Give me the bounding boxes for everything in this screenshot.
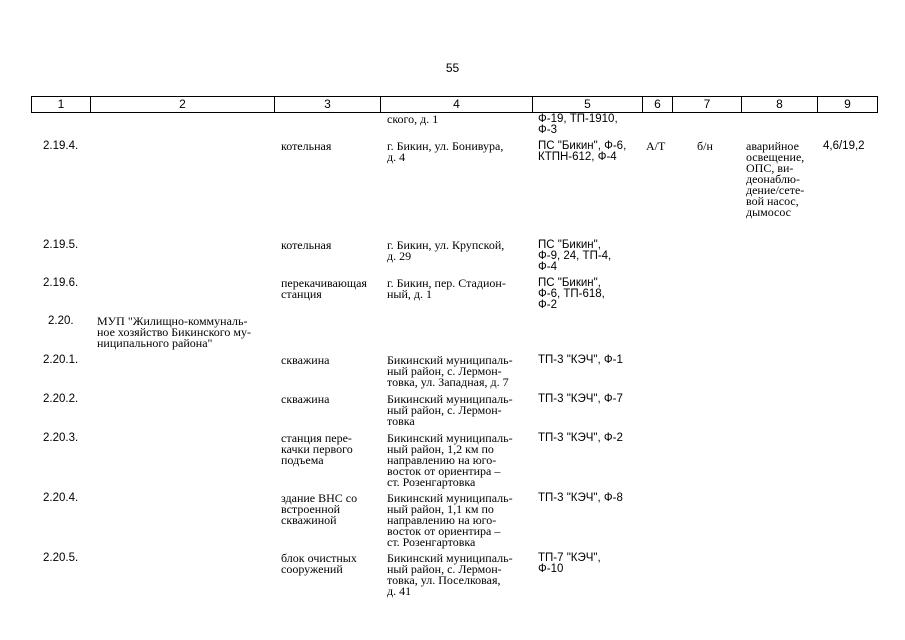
- cell-power-source: Ф-19, ТП-1910, Ф-3: [538, 113, 618, 136]
- column-header-9: 9: [818, 97, 878, 113]
- column-header-row: [31, 96, 878, 113]
- cell-object: котельная: [281, 238, 332, 252]
- cell-address: Бикинский муниципаль- ный район, с. Лермон- товка, ул. Западная, д. 7: [387, 353, 513, 389]
- cell-address: Бикинский муниципаль- ный район, с. Лермон- товка, ул. Поселковая, д. 41: [387, 551, 513, 598]
- cell-number: 2.19.4.: [43, 140, 79, 152]
- cell-number: 2.20.: [48, 315, 74, 327]
- cell-power-source: ПС "Бикин", Ф-6, ТП-618, Ф-2: [538, 277, 605, 311]
- cell-address: г. Бикин, ул. Крупской, д. 29: [387, 238, 505, 263]
- column-header-6: 6: [643, 97, 673, 113]
- cell-address: Бикинский муниципаль- ный район, 1,1 км по направлению на юго- восток от ориентира – ст. Розенгартовка: [387, 491, 513, 549]
- cell-number: 2.20.5.: [43, 552, 79, 564]
- cell-object: скважина: [281, 392, 330, 406]
- cell-address: Бикинский муниципаль- ный район, 1,2 км по направлению на юго- восток от ориентира – ст. Розенгартовка: [387, 431, 513, 489]
- cell-number: 2.20.4.: [43, 492, 79, 504]
- cell-power-source: ТП-3 "КЭЧ", Ф-8: [538, 492, 623, 504]
- cell-object: скважина: [281, 353, 330, 367]
- cell-reliability: б/н: [697, 139, 713, 153]
- cell-power-source: ТП-3 "КЭЧ", Ф-1: [538, 354, 623, 366]
- cell-equipment: аварийное освещение, ОПС, ви- деонаблю- дение/сете- вой насос, дымосос: [746, 139, 805, 219]
- column-header-5: 5: [533, 97, 643, 113]
- cell-power-source: ТП-3 "КЭЧ", Ф-2: [538, 432, 623, 444]
- cell-organization: МУП "Жилищно-коммуналь- ное хозяйство Бикинского му- ниципального района": [97, 314, 252, 350]
- cell-number: 2.19.5.: [43, 239, 79, 251]
- cell-address: ского, д. 1: [387, 112, 439, 126]
- cell-number: 2.20.3.: [43, 432, 79, 444]
- cell-power-source: ТП-7 "КЭЧ", Ф-10: [538, 552, 601, 575]
- cell-power-source: ТП-3 "КЭЧ", Ф-7: [538, 393, 623, 405]
- column-header-4: 4: [381, 97, 533, 113]
- cell-object: станция пере- качки первого подъема: [281, 431, 353, 467]
- cell-object: котельная: [281, 139, 332, 153]
- cell-address: г. Бикин, ул. Бонивура, д. 4: [387, 139, 504, 164]
- cell-number: 2.20.2.: [43, 393, 79, 405]
- page-number: 55: [445, 61, 460, 75]
- column-header-3: 3: [275, 97, 381, 113]
- column-header-1: 1: [32, 97, 91, 113]
- cell-power-source: ПС "Бикин", Ф-6, КТПН-612, Ф-4: [538, 140, 627, 163]
- column-header-8: 8: [742, 97, 818, 113]
- cell-power-source: ПС "Бикин", Ф-9, 24, ТП-4, Ф-4: [538, 239, 612, 273]
- cell-object: здание ВНС со встроенной скважиной: [281, 491, 358, 527]
- cell-object: блок очистных сооружений: [281, 551, 357, 576]
- cell-category: А/Т: [646, 139, 666, 153]
- cell-power: 4,6/19,2: [823, 140, 865, 152]
- cell-number: 2.19.6.: [43, 277, 79, 289]
- cell-number: 2.20.1.: [43, 354, 79, 366]
- cell-address: г. Бикин, пер. Стадион- ный, д. 1: [387, 276, 506, 301]
- column-header-2: 2: [91, 97, 275, 113]
- cell-object: перекачивающая станция: [281, 276, 367, 301]
- cell-address: Бикинский муниципаль- ный район, с. Лермон- товка: [387, 392, 513, 428]
- column-header-7: 7: [673, 97, 742, 113]
